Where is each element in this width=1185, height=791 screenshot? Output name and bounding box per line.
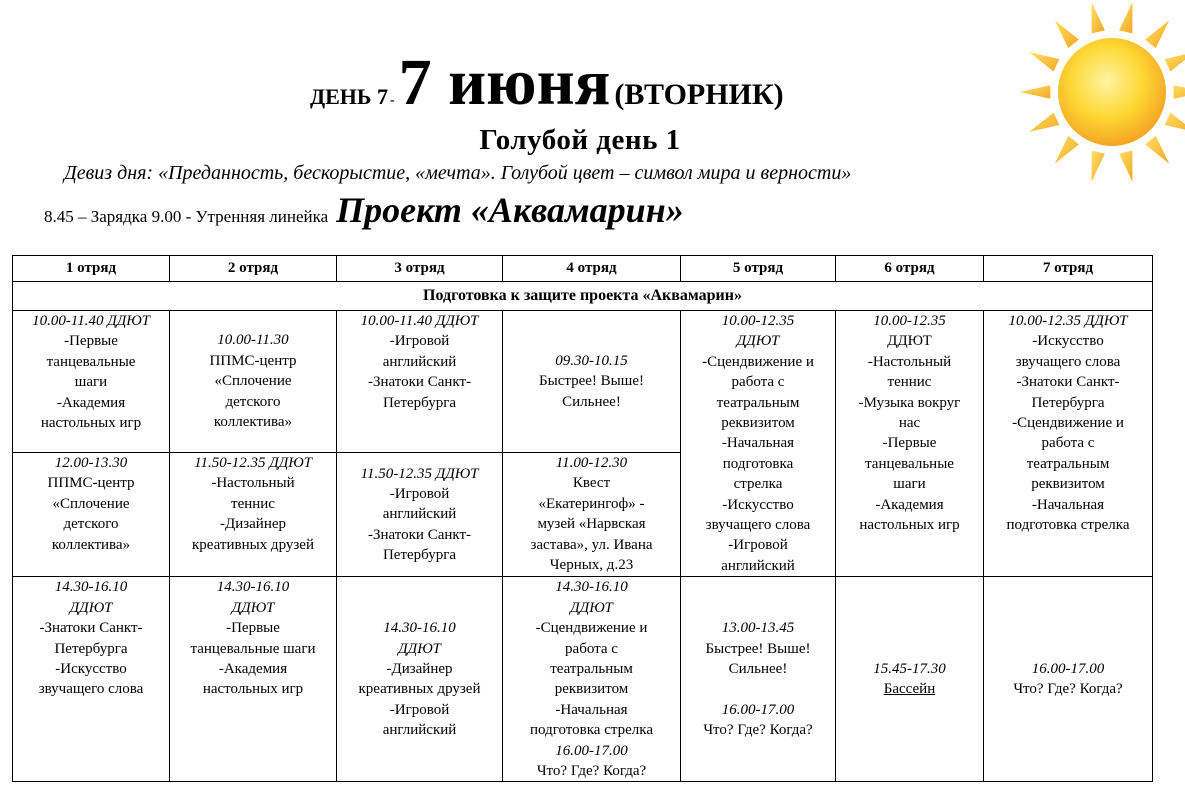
schedule-cell: 10.00-11.30 ППМС-центр «Сплочение детского коллектива» xyxy=(170,311,337,453)
schedule-cell: 10.00-12.35 ДДЮТ -Искусство звучащего слова -Знатоки Санкт- Петербурга -Сцендвижение и работа с театральным реквизитом -Начальная подготовка стрелка xyxy=(984,311,1153,577)
morning-line xyxy=(44,192,684,228)
project-prep-row xyxy=(13,282,1153,311)
schedule-cell: 14.30-16.10 ДДЮТ -Дизайнер креативных друзей -Игровой английский xyxy=(337,577,503,782)
column-header: 3 отряд xyxy=(337,256,503,282)
date-label: 7 июня xyxy=(398,46,611,119)
schedule-cell: 14.30-16.10 ДДЮТ -Сцендвижение и работа с театральным реквизитом -Начальная подготовка стрелка 16.00-17.00 Что? Где? Когда? xyxy=(503,577,681,782)
sun-ray xyxy=(1029,52,1059,71)
sun-ray xyxy=(1174,85,1185,99)
schedule-cell: 10.00-12.35 ДДЮТ -Сцендвижение и работа с театральным реквизитом -Начальная подготовка стрелка -Искусство звучащего слова -Игровой английский xyxy=(681,311,836,577)
sun-ray xyxy=(1020,85,1050,99)
schedule-cell: 09.30-10.15 Быстрее! Выше! Сильнее! xyxy=(503,311,681,453)
column-header: 4 отряд xyxy=(503,256,681,282)
day-theme: Голубой день 1 xyxy=(479,124,681,156)
schedule-cell: 15.45-17.30 Бассейн xyxy=(836,577,984,782)
column-header: 7 отряд xyxy=(984,256,1153,282)
schedule-cell: 13.00-13.45 Быстрее! Выше! Сильнее! 16.00-17.00 Что? Где? Когда? xyxy=(681,577,836,782)
morning-schedule: 8.45 – Зарядка 9.00 - Утренняя линейка xyxy=(44,207,329,226)
schedule-cell: 14.30-16.10 ДДЮТ -Знатоки Санкт- Петербурга -Искусство звучащего слова xyxy=(13,577,170,782)
sun-ray xyxy=(1055,20,1079,48)
pool-label: Бассейн xyxy=(883,681,936,698)
day-motto: Девиз дня: «Преданность, бескорыстие, «мечта». Голубой цвет – символ мира и верности» xyxy=(64,162,852,184)
schedule-cell: 16.00-17.00 Что? Где? Когда? xyxy=(984,577,1153,782)
column-header: 2 отряд xyxy=(170,256,337,282)
day-title xyxy=(310,46,784,119)
schedule-cell: 10.00-11.40 ДДЮТ -Игровой английский -Знатоки Санкт- Петербурга xyxy=(337,311,503,453)
schedule-cell: 11.50-12.35 ДДЮТ -Настольный теннис -Дизайнер креативных друзей xyxy=(170,452,337,576)
project-prep-cell: Подготовка к защите проекта «Аквамарин» xyxy=(13,282,1153,311)
project-title: Проект «Аквамарин» xyxy=(336,190,684,230)
sun-ray xyxy=(1165,113,1185,132)
sun-ray xyxy=(1119,2,1132,33)
title-dash: - xyxy=(389,93,395,108)
sun-ray xyxy=(1092,2,1105,33)
weekday-label: (ВТОРНИК) xyxy=(614,78,784,111)
column-header: 5 отряд xyxy=(681,256,836,282)
sun-illustration xyxy=(1000,0,1185,190)
sun-ray xyxy=(1145,20,1169,48)
day-label: ДЕНЬ 7 xyxy=(310,84,388,109)
table-row xyxy=(13,577,1153,782)
schedule-cell: 12.00-13.30 ППМС-центр «Сплочение детского коллектива» xyxy=(13,452,170,576)
schedule-cell: 10.00-12.35 ДДЮТ -Настольный теннис -Музыка вокруг нас -Первые танцевальные шаги -Академия настольных игр xyxy=(836,311,984,577)
table-row xyxy=(13,311,1153,453)
table-header-row xyxy=(13,256,1153,282)
schedule-cell: 10.00-11.40 ДДЮТ -Первые танцевальные шаги -Академия настольных игр xyxy=(13,311,170,453)
schedule-cell: 14.30-16.10 ДДЮТ -Первые танцевальные шаги -Академия настольных игр xyxy=(170,577,337,782)
column-header: 6 отряд xyxy=(836,256,984,282)
sun-ray xyxy=(1165,52,1185,71)
column-header: 1 отряд xyxy=(13,256,170,282)
schedule-cell: 11.00-12.30 Квест «Екатерингоф» - музей «Нарвская застава», ул. Ивана Черных, д.23 xyxy=(503,452,681,576)
schedule-cell: 11.50-12.35 ДДЮТ -Игровой английский -Знатоки Санкт- Петербурга xyxy=(337,452,503,576)
schedule-table xyxy=(12,255,1153,782)
